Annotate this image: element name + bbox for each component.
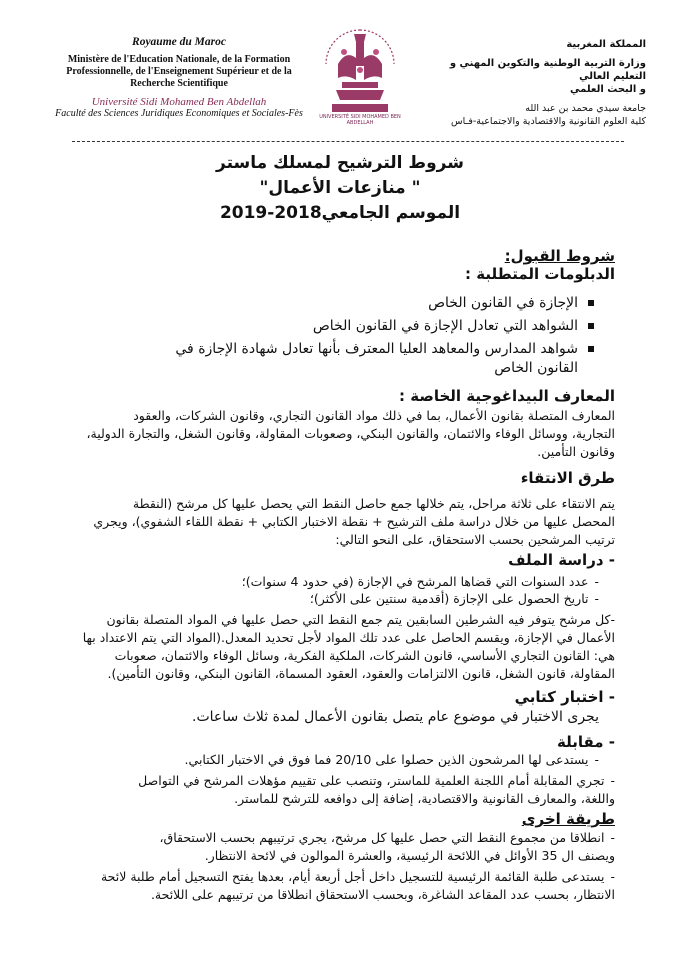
title-line-1: شروط الترشيح لمسلك ماستر (216, 153, 464, 173)
other-item-continuation: ويصنف ال 35 الأوائل في اللائحة الرئيسية، والعشرة الموالون في لائحة الانتظار. (204, 848, 615, 863)
title-line-2: " منازعات الأعمال" (259, 178, 421, 198)
logo-caption: UNIVERSITÉ SIDI MOHAMED BEN ABDELLAH (319, 114, 401, 126)
ministry-fr-line-3: Recherche Scientifique (130, 78, 228, 89)
diploma-item: الشواهد التي تعادل الإجازة في القانون الخاص (94, 318, 594, 335)
other-item: -يستدعى طلبة القائمة الرئيسية للتسجيل داخل أجل أربعة أيام، بعدها يفتح التسجيل أمام طلبة لائحة (100, 869, 615, 884)
selection-heading: طرق الانتقاء (520, 469, 615, 487)
diploma-item-continuation: القانون الخاص (494, 360, 578, 376)
knowledge-line-2: التجارية، ووسائل الوفاء والائتمان، والقانون البنكي، وصعوبات المقاولة، وقانون الشغل، والتجارة الدولية، (86, 426, 615, 441)
written-exam-text: يجرى الاختبار في موضوع عام يتصل بقانون الأعمال لمدة ثلاث ساعات. (192, 709, 599, 725)
selection-intro-line-1: يتم الانتقاء على ثلاثة مراحل، يتم خلالها جمع حاصل النقط التي يحصل عليها كل مرشح (النقطة (132, 496, 615, 511)
university-ar: جامعة سيدي محمد بن عبد الله (525, 103, 646, 114)
interview-heading: - مقابلة (556, 733, 615, 751)
knowledge-line-3: وقانون التأمين. (537, 444, 615, 459)
selection-intro-line-3: ترتيب المرشحين بحسب الاستحقاق، على النحو التالي: (335, 532, 615, 547)
ministry-ar-line-2: و البحث العلمي (570, 84, 646, 95)
interview-item: -تجري المقابلة أمام اللجنة العلمية للماستر، وتنصب على تقييم مؤهلات المرشح في التواصل (138, 773, 615, 788)
faculty-fr: Faculté des Sciences Juridiques Economiques et Sociales-Fès (55, 108, 303, 119)
ministry-ar-line-1: وزارة التربية الوطنية والتكوين المهني و التعليم العالي (449, 58, 646, 82)
diploma-item: شواهد المدارس والمعاهد العليا المعترف بأنها تعادل شهادة الإجازة في (54, 341, 594, 358)
knowledge-heading: المعارف البيداغوجية الخاصة : (399, 387, 615, 405)
file-text-line-2: الأعمال في الإجازة، ويقسم الحاصل على عدد تلك المواد لأجل تحديد المعدل.(المواد التي يتم الاعتداد بها (82, 630, 615, 645)
file-study-heading: - دراسة الملف (508, 551, 615, 569)
written-exam-heading: - اختبار كتابي (514, 688, 615, 706)
faculty-ar: كلية العلوم القانونية والاقتصادية والاجتماعية-فـاس (451, 116, 646, 127)
kingdom-ar: المملكة المغربية (566, 39, 646, 50)
file-text-line-3: هي: القانون التجاري الأساسي، قانون الشركات، الملكية الفكرية، وسائل الوفاء والائتمان، صعوبات (114, 648, 615, 663)
header-divider (72, 141, 624, 142)
file-item: -عدد السنوات التي قضاها المرشح في الإجازة (في حدود 4 سنوات)؛ (241, 574, 599, 589)
interview-item: -يستدعى لها المرشحون الذين حصلوا على 20/10 فما فوق في الاختبار الكتابي. (184, 752, 599, 767)
other-item: -انطلاقا من مجموع النقط التي حصل عليها كل مرشح، يجري ترتيبهم بحسب الاستحقاق، (159, 830, 615, 845)
kingdom-fr: Royaume du Maroc (132, 36, 226, 48)
other-method-heading: طريقة اخرى (521, 810, 615, 828)
file-item: -تاريخ الحصول على الإجازة (أقدمية سنتين على الأكثر)؛ (309, 591, 599, 606)
admission-heading: شروط القبول: (504, 247, 615, 265)
header-arabic (418, 38, 646, 128)
file-text-line-1: -كل مرشح يتوفر فيه الشرطين السابقين يتم جمع النقط التي حصل عليها في المواد المتصلة بقانون (106, 612, 615, 627)
university-logo-icon (318, 24, 402, 120)
ministry-fr-line-2: Professionnelle, de l'Enseignement Supérieur et de la (66, 66, 292, 77)
header-french (48, 36, 310, 120)
selection-intro-line-2: المحصل عليها من خلال دراسة ملف الترشيح + نقطة الاختبار الكتابي + نقطة اللقاء الشفوي)، ويجري (93, 514, 615, 529)
interview-item-continuation: واللغة، والمعارف القانونية والاقتصادية، إضافة إلى دوافعه للترشح للماستر. (234, 791, 615, 806)
file-text-line-4: المقاولة، قانون الشغل، قانون الالتزامات والعقود، العقود المسماة، القانون البنكي، وقانون التأمين). (107, 666, 615, 681)
other-item-continuation: الانتظار، بحسب عدد المقاعد الشاغرة، وبحسب الاستحقاق انطلاقا من ترتيبهم على اللائحة. (150, 887, 615, 902)
diplomas-heading: الدبلومات المتطلبة : (465, 265, 615, 283)
knowledge-line-1: المعارف المتصلة بقانون الأعمال، بما في ذلك مواد القانون التجاري، وقانون الشركات، والعقود (133, 408, 615, 423)
diploma-item: الإجازة في القانون الخاص (94, 295, 594, 312)
ministry-fr-line-1: Ministère de l'Education Nationale, de la Formation (67, 54, 291, 65)
university-fr: Université Sidi Mohamed Ben Abdellah (91, 96, 267, 108)
title-line-3: الموسم الجامعي2018-2019 (219, 203, 461, 223)
